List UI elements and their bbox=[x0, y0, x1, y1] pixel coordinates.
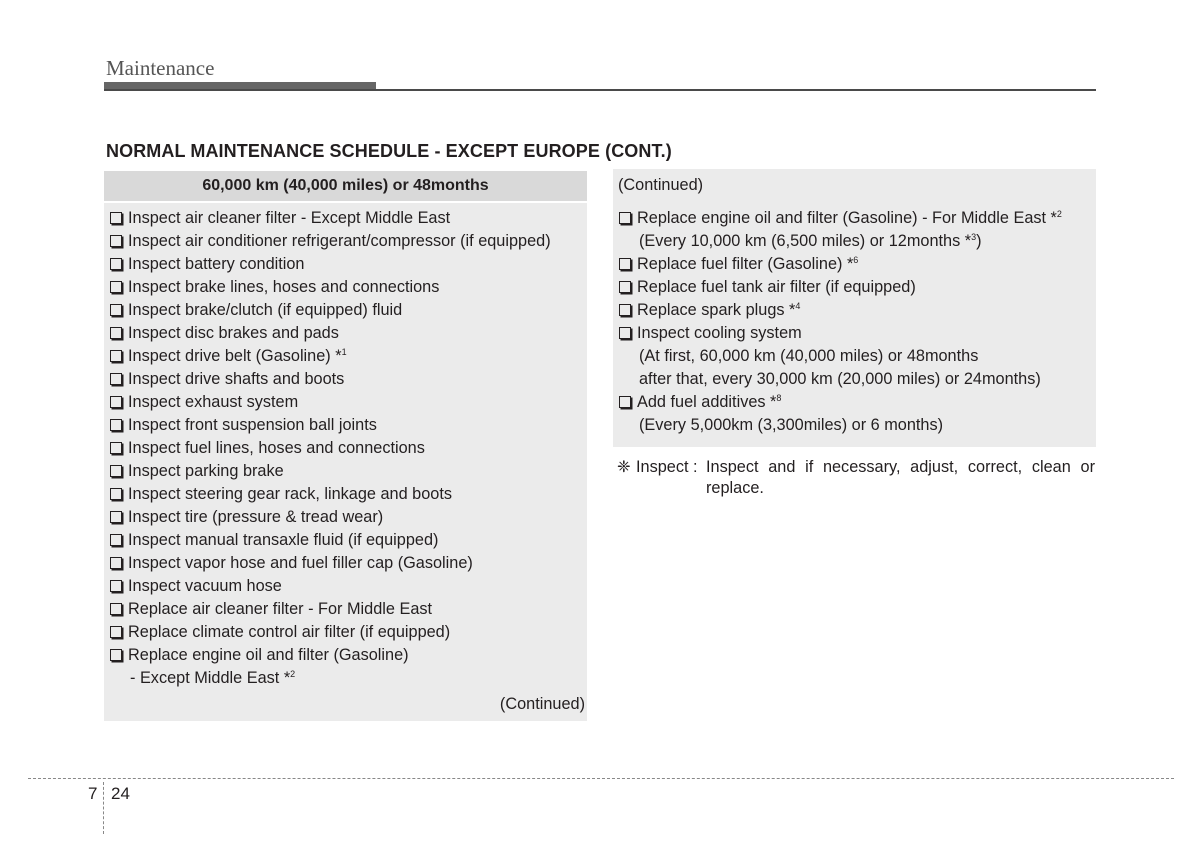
item-text: Inspect exhaust system bbox=[128, 393, 299, 411]
right-schedule-panel bbox=[613, 169, 1096, 447]
interval-heading: 60,000 km (40,000 miles) or 48months bbox=[104, 171, 587, 201]
item-text: Inspect steering gear rack, linkage and boots bbox=[128, 485, 453, 503]
item-text: Replace engine oil and filter (Gasoline) bbox=[128, 646, 409, 664]
schedule-item-continuation bbox=[108, 667, 551, 690]
footnote-mark: 8 bbox=[776, 393, 782, 403]
checkbox-icon bbox=[110, 511, 122, 523]
item-text: Inspect drive shafts and boots bbox=[128, 370, 345, 388]
item-text: Replace spark plugs * bbox=[637, 301, 796, 319]
checkbox-icon bbox=[619, 327, 631, 339]
item-text: Inspect front suspension ball joints bbox=[128, 416, 377, 434]
header-title: Maintenance bbox=[106, 56, 215, 80]
footnote-mark: 4 bbox=[795, 301, 801, 311]
schedule-item bbox=[108, 506, 551, 529]
checkbox-icon bbox=[110, 557, 122, 569]
checkbox-icon bbox=[110, 649, 122, 661]
schedule-item-detail bbox=[617, 230, 1062, 253]
section-title: NORMAL MAINTENANCE SCHEDULE - EXCEPT EUROPE (CONT.) bbox=[106, 141, 672, 161]
item-text: Inspect fuel lines, hoses and connections bbox=[128, 439, 425, 457]
schedule-item bbox=[108, 575, 551, 598]
item-text: Inspect vapor hose and fuel filler cap (Gasoline) bbox=[128, 554, 473, 572]
schedule-item bbox=[617, 253, 1062, 276]
schedule-item bbox=[108, 621, 551, 644]
schedule-item-detail bbox=[617, 345, 1062, 368]
checkbox-icon bbox=[110, 212, 122, 224]
checkbox-icon bbox=[619, 396, 631, 408]
checkbox-icon bbox=[619, 212, 631, 224]
item-text: Inspect vacuum hose bbox=[128, 577, 282, 595]
footer-divider bbox=[28, 778, 1174, 779]
footer-vertical-divider bbox=[103, 782, 104, 834]
checkbox-icon bbox=[110, 258, 122, 270]
item-text: Inspect air cleaner filter - Except Middle East bbox=[128, 209, 451, 227]
left-schedule-panel bbox=[104, 203, 587, 721]
item-text: (Every 5,000km (3,300miles) or 6 months) bbox=[639, 416, 944, 434]
page-number: 24 bbox=[111, 784, 130, 803]
checkbox-icon bbox=[110, 235, 122, 247]
schedule-item bbox=[108, 437, 551, 460]
checkbox-icon bbox=[619, 258, 631, 270]
item-text: Replace fuel filter (Gasoline) * bbox=[637, 255, 854, 273]
item-text: Replace air cleaner filter - For Middle East bbox=[128, 600, 433, 618]
chapter-number: 7 bbox=[88, 784, 98, 803]
item-text: Add fuel additives * bbox=[637, 393, 777, 411]
continued-label: (Continued) bbox=[618, 176, 704, 194]
right-item-list bbox=[617, 207, 1062, 437]
schedule-item bbox=[617, 299, 1062, 322]
schedule-item bbox=[108, 207, 551, 230]
item-text: Replace fuel tank air filter (if equipped) bbox=[637, 278, 916, 296]
item-text: (Every 10,000 km (6,500 miles) or 12months * bbox=[639, 232, 972, 250]
checkbox-icon bbox=[110, 396, 122, 408]
footnote-mark: 3 bbox=[971, 232, 977, 242]
item-text: Replace engine oil and filter (Gasoline) - For Middle East * bbox=[637, 209, 1057, 227]
schedule-item bbox=[617, 391, 1062, 414]
checkbox-icon bbox=[110, 350, 122, 362]
schedule-item bbox=[617, 207, 1062, 230]
schedule-item bbox=[108, 414, 551, 437]
checkbox-icon bbox=[110, 603, 122, 615]
item-text: Replace climate control air filter (if equipped) bbox=[128, 623, 451, 641]
item-text: Inspect brake/clutch (if equipped) fluid bbox=[128, 301, 403, 319]
item-text: - Except Middle East * bbox=[130, 669, 291, 687]
checkbox-icon bbox=[110, 442, 122, 454]
item-text: after that, every 30,000 km (20,000 miles) or 24months) bbox=[639, 370, 1041, 388]
footnote-mark: 2 bbox=[290, 669, 296, 679]
schedule-item bbox=[108, 368, 551, 391]
schedule-item bbox=[108, 483, 551, 506]
header-rule bbox=[104, 89, 1096, 91]
schedule-item-detail bbox=[617, 414, 1062, 437]
schedule-item bbox=[617, 276, 1062, 299]
schedule-item bbox=[108, 345, 551, 368]
checkbox-icon bbox=[110, 626, 122, 638]
item-text: Inspect disc brakes and pads bbox=[128, 324, 339, 342]
schedule-item-detail bbox=[617, 368, 1062, 391]
footnote-mark: 1 bbox=[341, 347, 347, 357]
checkbox-icon bbox=[110, 327, 122, 339]
schedule-item bbox=[617, 322, 1062, 345]
checkbox-icon bbox=[110, 281, 122, 293]
schedule-item bbox=[108, 529, 551, 552]
checkbox-icon bbox=[619, 281, 631, 293]
schedule-item bbox=[108, 391, 551, 414]
left-item-list bbox=[108, 207, 551, 690]
item-text: Inspect brake lines, hoses and connections bbox=[128, 278, 440, 296]
schedule-item bbox=[108, 276, 551, 299]
checkbox-icon bbox=[110, 534, 122, 546]
checkbox-icon bbox=[110, 419, 122, 431]
footnote-mark: 6 bbox=[853, 255, 859, 265]
schedule-item bbox=[108, 299, 551, 322]
schedule-item bbox=[108, 322, 551, 345]
item-text: Inspect drive belt (Gasoline) * bbox=[128, 347, 342, 365]
schedule-item bbox=[108, 230, 551, 253]
checkbox-icon bbox=[619, 304, 631, 316]
note-term: Inspect : bbox=[636, 458, 698, 476]
schedule-item bbox=[108, 644, 551, 667]
item-text-suffix: ) bbox=[976, 232, 982, 250]
schedule-item bbox=[108, 460, 551, 483]
note-text-line2: replace. bbox=[706, 479, 764, 497]
checkbox-icon bbox=[110, 488, 122, 500]
schedule-item bbox=[108, 598, 551, 621]
item-text: Inspect parking brake bbox=[128, 462, 284, 480]
item-text: (At first, 60,000 km (40,000 miles) or 48months bbox=[639, 347, 979, 365]
item-text: Inspect cooling system bbox=[637, 324, 802, 342]
note-text-line1: Inspect and if necessary, adjust, correct, clean or bbox=[706, 458, 1095, 476]
continued-label: (Continued) bbox=[499, 695, 585, 713]
schedule-item bbox=[108, 253, 551, 276]
item-text: Inspect air conditioner refrigerant/compressor (if equipped) bbox=[128, 232, 551, 250]
item-text: Inspect tire (pressure & tread wear) bbox=[128, 508, 384, 526]
checkbox-icon bbox=[110, 373, 122, 385]
item-text: Inspect battery condition bbox=[128, 255, 305, 273]
checkbox-icon bbox=[110, 580, 122, 592]
footnote-mark: 2 bbox=[1056, 209, 1062, 219]
schedule-item bbox=[108, 552, 551, 575]
checkbox-icon bbox=[110, 465, 122, 477]
inspect-note bbox=[617, 457, 1095, 499]
item-text: Inspect manual transaxle fluid (if equipped) bbox=[128, 531, 439, 549]
note-mark-icon: ❈ bbox=[617, 458, 631, 476]
checkbox-icon bbox=[110, 304, 122, 316]
